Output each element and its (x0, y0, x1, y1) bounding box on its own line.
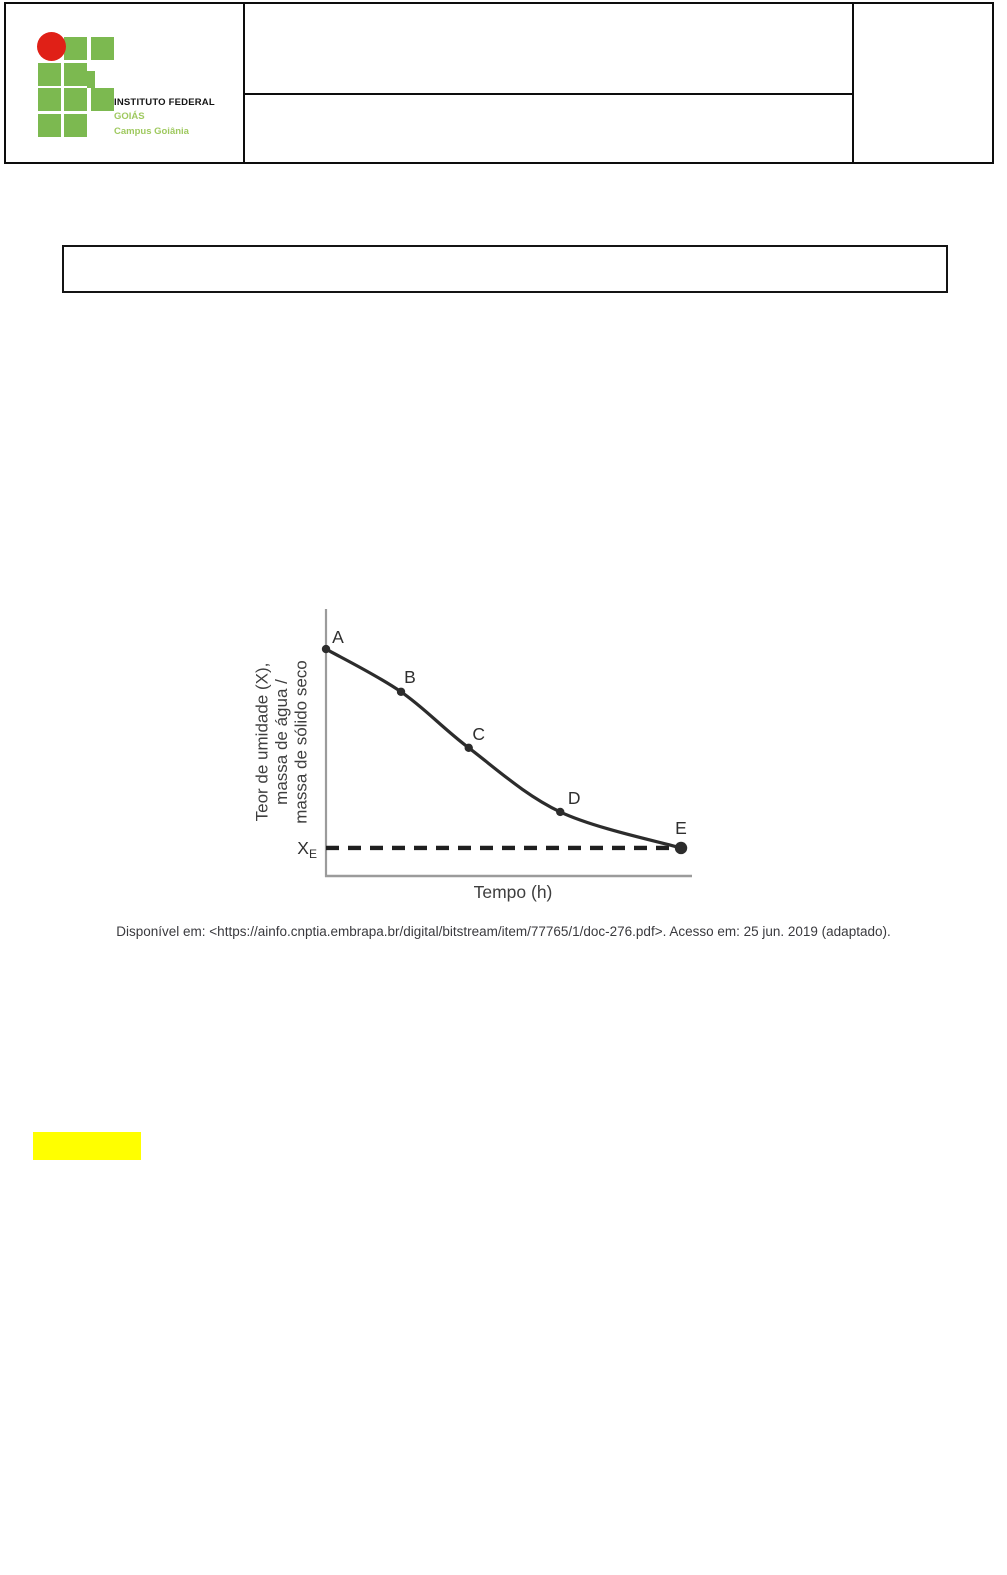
chart-canvas (240, 595, 720, 915)
logo-institution: INSTITUTO FEDERAL (114, 97, 215, 108)
point-label-B: B (404, 666, 416, 687)
question-box (62, 245, 948, 293)
header-middle-top-cell (245, 4, 852, 93)
y-axis-title (253, 660, 311, 823)
ifg-logo (6, 4, 249, 166)
point-dot-D (556, 808, 564, 816)
source-citation: Disponível em: <https://ainfo.cnptia.embrapa.br/digital/bitstream/item/77765/1/doc-276.pdf>. Acesso em: 25 jun. 2019 (adaptado). (116, 924, 891, 939)
header-right-cell (854, 4, 992, 162)
point-dot-E (675, 842, 687, 854)
logo-square (91, 88, 114, 111)
logo-state: GOIÁS (114, 111, 145, 122)
logo-square (64, 114, 87, 137)
y-axis-title-line: massa de água / (272, 679, 291, 805)
point-label-D: D (567, 787, 581, 808)
point-label-A: A (332, 627, 344, 648)
xe-label: $X_E$ (297, 837, 317, 861)
point-label-C: C (472, 723, 486, 744)
logo-text (114, 97, 215, 138)
header-table (4, 2, 994, 164)
logo-square (38, 63, 61, 86)
point-dot-B (397, 688, 405, 696)
logo-red-circle-icon (37, 32, 66, 61)
drying-curve-path (326, 649, 681, 848)
point-label-E: E (675, 817, 687, 838)
point-dot-A (322, 645, 330, 653)
drying-curve-chart (240, 595, 720, 915)
logo-campus: Campus Goiânia (114, 126, 189, 137)
logo-square-connector (87, 71, 95, 88)
y-axis-title-line: massa de sólido seco (291, 660, 311, 824)
header-middle-bottom-cell (245, 95, 852, 162)
logo-square (38, 114, 61, 137)
logo-square (64, 63, 87, 86)
answer-highlight (33, 1132, 141, 1160)
logo-square (64, 37, 87, 60)
logo-square (64, 88, 87, 111)
logo-square (91, 37, 114, 60)
point-dot-C (465, 744, 473, 752)
y-axis-title-line: Teor de umidade (X), (252, 662, 272, 822)
x-axis-title: Tempo (h) (473, 882, 553, 902)
logo-square (38, 88, 61, 111)
